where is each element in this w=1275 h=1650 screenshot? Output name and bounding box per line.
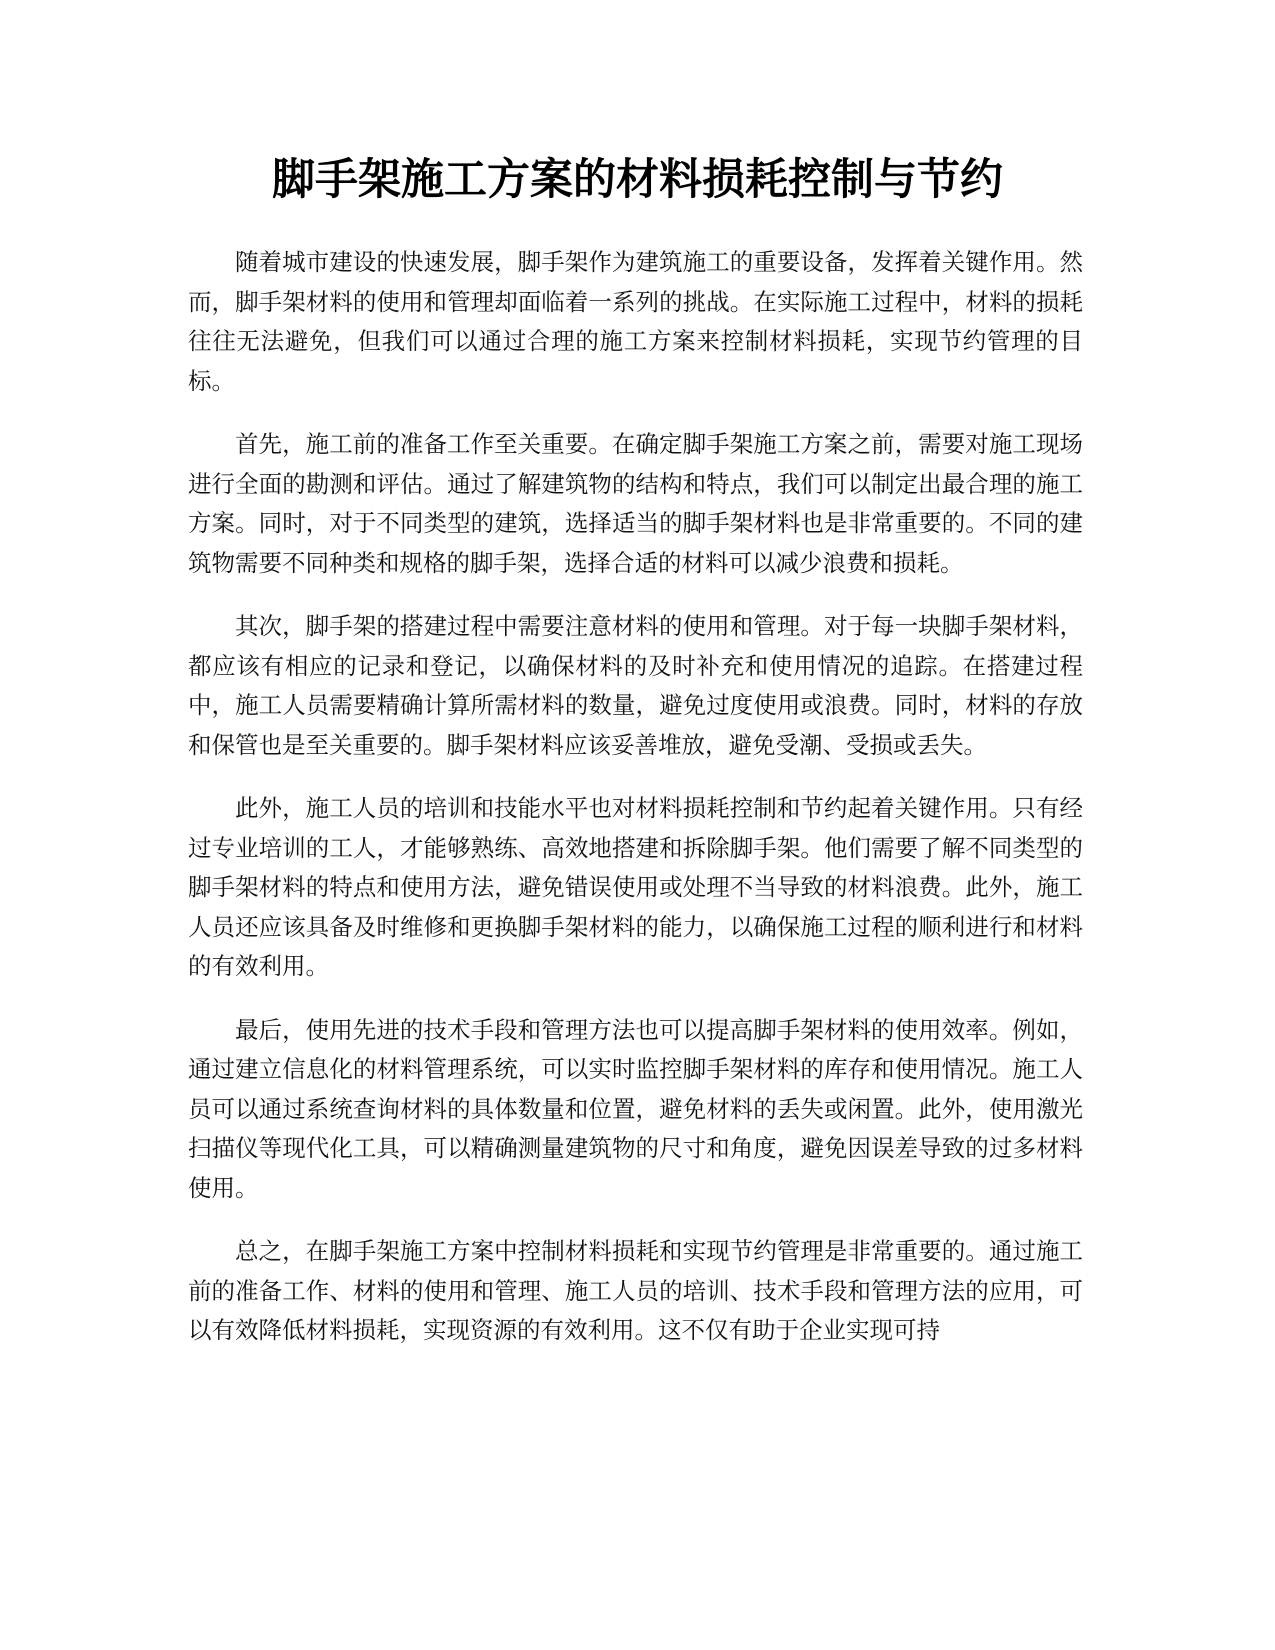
paragraph-technology: 最后，使用先进的技术手段和管理方法也可以提高脚手架材料的使用效率。例如，通过建立信息化的材料管理系统，可以实时监控脚手架材料的库存和使用情况。施工人员可以通过系统查询材料的具体数量和位置，避免材料的丢失或闲置。此外，使用激光扫描仪等现代化工具，可以精确测量建筑物的尺寸和角度，避免因误差导致的过多材料使用。	[188, 1015, 1083, 1202]
document-body	[188, 243, 1083, 1375]
paragraph-construction-management: 其次，脚手架的搭建过程中需要注意材料的使用和管理。对于每一块脚手架材料，都应该有相应的记录和登记，以确保材料的及时补充和使用情况的追踪。在搭建过程中，施工人员需要精确计算所需材料的数量，避免过度使用或浪费。同时，材料的存放和保管也是至关重要的。脚手架材料应该妥善堆放，避免受潮、受损或丢失。	[188, 612, 1083, 759]
paragraph-intro: 随着城市建设的快速发展，脚手架作为建筑施工的重要设备，发挥着关键作用。然而，脚手架材料的使用和管理却面临着一系列的挑战。在实际施工过程中，材料的损耗往往无法避免，但我们可以通过合理的施工方案来控制材料损耗，实现节约管理的目标。	[188, 248, 1083, 395]
paragraph-preparation: 首先，施工前的准备工作至关重要。在确定脚手架施工方案之前，需要对施工现场进行全面的勘测和评估。通过了解建筑物的结构和特点，我们可以制定出最合理的施工方案。同时，对于不同类型的建筑，选择适当的脚手架材料也是非常重要的。不同的建筑物需要不同种类和规格的脚手架，选择合适的材料可以减少浪费和损耗。	[188, 430, 1083, 577]
document-title: 脚手架施工方案的材料损耗控制与节约	[272, 155, 1003, 205]
paragraph-conclusion: 总之，在脚手架施工方案中控制材料损耗和实现节约管理是非常重要的。通过施工前的准备工作、材料的使用和管理、施工人员的培训、技术手段和管理方法的应用，可以有效降低材料损耗，实现资源的有效利用。这不仅有助于企业实现可持	[188, 1237, 1083, 1344]
paragraph-worker-training: 此外，施工人员的培训和技能水平也对材料损耗控制和节约起着关键作用。只有经过专业培训的工人，才能够熟练、高效地搭建和拆除脚手架。他们需要了解不同类型的脚手架材料的特点和使用方法，避免错误使用或处理不当导致的材料浪费。此外，施工人员还应该具备及时维修和更换脚手架材料的能力，以确保施工过程的顺利进行和材料的有效利用。	[188, 794, 1083, 980]
